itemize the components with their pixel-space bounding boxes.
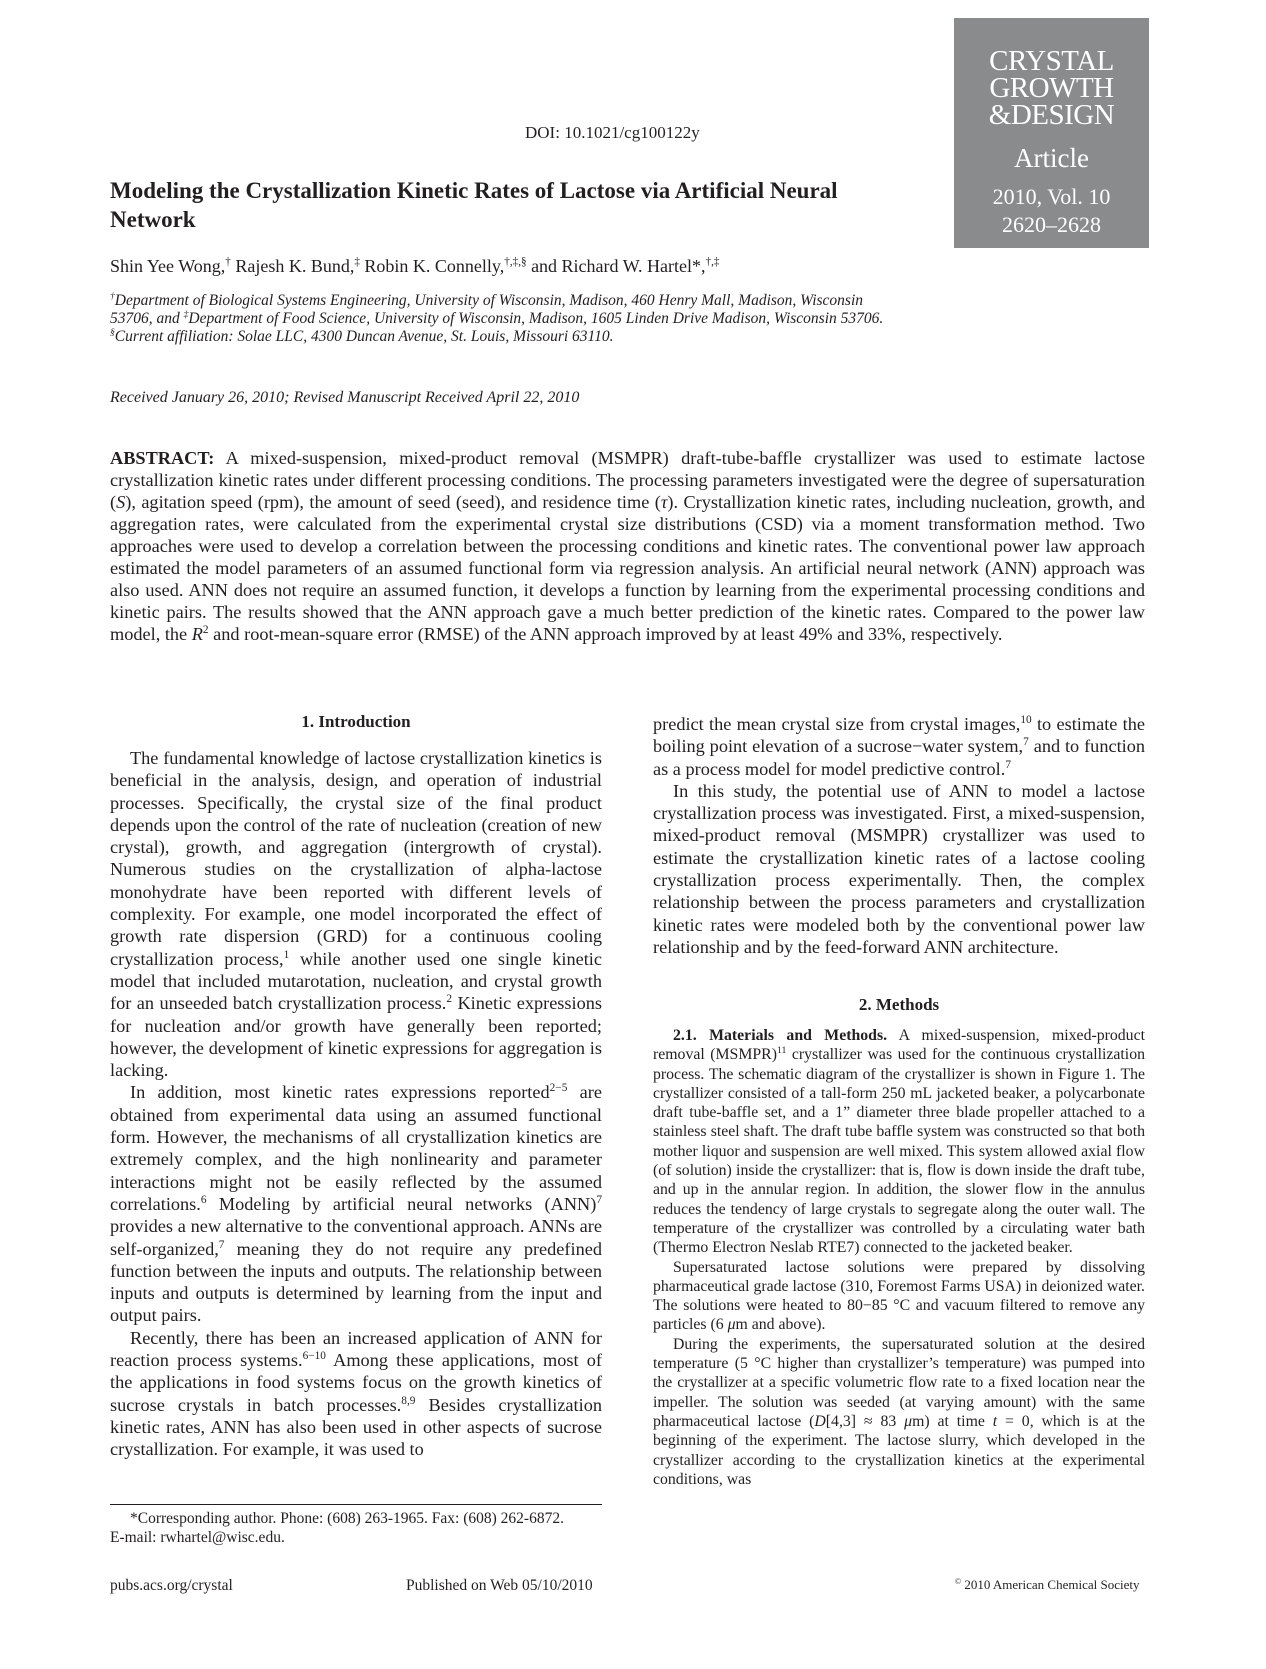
text: [4,3] ≈ 83 <box>825 1412 905 1430</box>
citation: 8,9 <box>401 1394 416 1407</box>
affil-text: Department of Biological Systems Engineering, University of Wisconsin, Madison, 460 Henry Mall, Madison, Wisconsin 53706, and <box>110 292 864 327</box>
symbol: μ <box>727 1316 736 1334</box>
received-dates: Received January 26, 2010; Revised Manuscript Received April 22, 2010 <box>110 389 580 406</box>
paragraph <box>653 1335 1145 1489</box>
copyright-symbol: © <box>955 1577 962 1587</box>
text: Besides crystallization kinetic rates, ANN has also been used in other aspects of sucrose crystallization. For example, it was used to <box>110 1394 602 1460</box>
right-column-methods <box>653 1026 1145 1489</box>
affil-mark: § <box>110 327 115 339</box>
paragraph: In this study, the potential use of ANN to model a lactose crystallization process was investigated. First, a mixed-suspension, mixed-product removal (MSMPR) crystallizer was used to estimate the crystallization kinetic rates of a lactose cooling crystallization process experimentally. Then, the complex relationship between the process parameters and crystallization kinetic rates were modeled both by the conventional power law relationship and by the feed-forward ANN architecture. <box>653 780 1145 957</box>
abstract-symbol: S <box>116 492 126 512</box>
affil-text: Department of Food Science, University of Wisconsin, Madison, 1605 Linden Drive Madison, Wisconsin 53706. <box>188 310 884 327</box>
affil-mark: † <box>110 291 115 303</box>
text: = 0, which is at the beginning of the experiment. The lactose slurry, which developed in the crystallizer according to the crystallization kinetics at the experimental conditions, was <box>653 1412 1145 1488</box>
abstract-text: and root-mean-square error (RMSE) of the ANN approach improved by at least 49% and 33%, respectively. <box>208 624 1003 644</box>
text: m and above). <box>735 1316 826 1334</box>
introduction-heading: 1. Introduction <box>301 712 411 731</box>
brand-line: GROWTH <box>989 72 1114 104</box>
right-column-intro <box>653 713 1145 958</box>
paragraph <box>110 747 602 1081</box>
affiliations <box>110 292 890 346</box>
footnote-rule <box>110 1504 602 1505</box>
citation: 6−10 <box>302 1349 326 1362</box>
paragraph <box>110 1327 602 1461</box>
abstract-text: ), agitation speed (rpm), the amount of seed (seed), and residence time ( <box>125 492 661 512</box>
text: Recently, there has been an increased application of ANN for reaction process systems. <box>110 1327 602 1371</box>
footnote-line: E-mail: rwhartel@wisc.edu. <box>110 1528 285 1546</box>
author-list <box>110 256 719 277</box>
copyright-text: 2010 American Chemical Society <box>961 1577 1140 1592</box>
abstract-symbol: τ <box>660 492 668 512</box>
citation: 11 <box>776 1045 787 1057</box>
text: and to function as a process model for model predictive control. <box>653 736 1146 779</box>
publication-date: Published on Web 05/10/2010 <box>406 1577 593 1594</box>
affil-mark: ‡ <box>183 309 189 321</box>
journal-badge <box>954 18 1149 248</box>
citation: 7 <box>218 1238 225 1251</box>
article-type: Article <box>1014 143 1089 173</box>
paragraph <box>653 713 1145 780</box>
citation: 10 <box>1020 713 1032 726</box>
abstract-text: ). Crystallization kinetic rates, including nucleation, growth, and aggregation rates, were calculated from the experimental crystal size distributions (CSD) via a moment transformation method. Two approaches were used to develop a correlation between the processing conditions and kinetic rates. The conventional power law approach estimated the model parameters of an assumed functional form via regression analysis. An artificial neural network (ANN) approach was also used. ANN does not require an assumed function, it develops a function by learning from the experimental processing conditions and kinetic pairs. The results showed that the ANN approach gave a much better prediction of the kinetic rates. Compared to the power law model, the <box>110 492 1146 644</box>
author-name: Robin K. Connelly, <box>359 256 505 276</box>
volume-info <box>954 183 1149 239</box>
author-mark: ‡ <box>354 256 360 269</box>
author-mark: † <box>225 256 231 269</box>
citation: 2 <box>446 993 453 1006</box>
paragraph <box>653 1258 1145 1335</box>
abstract <box>110 447 1145 645</box>
abstract-superscript: 2 <box>202 623 209 636</box>
author-mark: †,‡,§ <box>504 256 527 269</box>
left-column <box>110 747 602 1461</box>
page-range: 2620–2628 <box>1002 212 1101 237</box>
article-title: Modeling the Crystallization Kinetic Rates of Lactose via Artificial Neural Network <box>110 178 838 232</box>
citation: 2−5 <box>549 1082 568 1095</box>
citation: 7 <box>1005 758 1011 771</box>
copyright <box>955 1577 1139 1593</box>
text: provides a new alternative to the conventional approach. ANNs are self-organized, <box>110 1216 602 1259</box>
volume-year: 2010, Vol. 10 <box>992 184 1111 209</box>
paragraph <box>110 1081 602 1326</box>
text: to estimate the boiling point elevation of a sucrose−water system, <box>653 714 1145 757</box>
symbol: μ <box>904 1412 913 1430</box>
methods-heading: 2. Methods <box>858 995 940 1014</box>
author-name: Rajesh K. Bund, <box>230 256 355 276</box>
footnote-line: *Corresponding author. Phone: (608) 263-1965. Fax: (608) 262-6872. <box>130 1510 564 1527</box>
text: are obtained from experimental data using an assumed functional form. However, the mechanisms of all crystallization kinetics are extremely complex, and the high nonlinearity and parameter interactions might not be easily reflected by the assumed correlations. <box>110 1082 602 1214</box>
author-mark: †,‡ <box>705 256 720 269</box>
doi: DOI: 10.1021/cg100122y <box>525 123 700 142</box>
text: m) at time <box>912 1412 993 1430</box>
text: Supersaturated lactose solutions were prepared by dissolving pharmaceutical grade lactose (310, Foremost Farms USA) in deionized water. The solutions were heated to 80−85 °C and vacuum filtered to remove any particles (6 <box>653 1258 1145 1334</box>
subsection-heading: 2.1. Materials and Methods. <box>673 1027 888 1044</box>
footnote <box>110 1510 602 1547</box>
brand-line: CRYSTAL <box>989 45 1114 77</box>
symbol: t <box>992 1412 998 1430</box>
symbol: D <box>814 1412 826 1430</box>
text: Modeling by artificial neural networks (ANN) <box>206 1193 597 1214</box>
text: The fundamental knowledge of lactose crystallization kinetics is beneficial in the analysis, design, and operation of industrial processes. Specifically, the crystal size of the final product depends upon the control of the rate of nucleation (creation of new crystal), growth, and aggregation (intergrowth of crystal). Numerous studies on the crystallization of alpha-lactose monohydrate have been reported with different levels of complexity. For example, one model incorporated the effect of growth rate dispersion (GRD) for a continuous cooling crystallization process, <box>110 748 602 969</box>
text: predict the mean crystal size from crystal images, <box>653 714 1021 734</box>
text: Kinetic expressions for nucleation and/or growth have generally been reported; however, the development of kinetic expressions for aggregation is lacking. <box>110 993 603 1081</box>
text: while another used one single kinetic model that included mutarotation, nucleation, and crystal growth for an unseeded batch crystallization process. <box>110 948 602 1014</box>
paragraph <box>653 1026 1145 1258</box>
citation: 6 <box>200 1193 207 1206</box>
journal-url[interactable]: pubs.acs.org/crystal <box>110 1577 233 1594</box>
text: During the experiments, the supersaturated solution at the desired temperature (5 °C higher than crystallizer’s temperature) was pumped into the crystallizer at a specific volumetric flow rate to a fixed location near the impeller. The solution was seeded (at varying amount) with the same pharmaceutical lactose ( <box>653 1335 1145 1430</box>
abstract-symbol: R <box>191 624 203 644</box>
author-name: and Richard W. Hartel*, <box>526 256 706 276</box>
author-name: Shin Yee Wong, <box>110 256 226 276</box>
text: In addition, most kinetic rates expressions reported <box>130 1082 550 1103</box>
abstract-text: A mixed-suspension, mixed-product removal (MSMPR) draft-tube-baffle crystallizer was used to estimate lactose crystallization kinetic rates under different processing conditions. The processing parameters investigated were the degree of supersaturation ( <box>110 448 1145 512</box>
text: Among these applications, most of the applications in food systems focus on the growth kinetics of sucrose crystals in batch processes. <box>110 1350 603 1415</box>
brand-line: &DESIGN <box>988 99 1115 131</box>
abstract-label: ABSTRACT: <box>110 448 215 468</box>
text: A mixed-suspension, mixed-product removal (MSMPR) <box>653 1027 1145 1064</box>
text: crystallizer was used for the continuous crystallization process. The schematic diagram of the crystallizer is shown in Figure 1. The crystallizer consisted of a tall-form 250 mL jacketed beaker, a polycarbonate draft tube-baffle set, and a 1” diameter three blade propeller attached to a stainless steel shaft. The draft tube baffle system was constructed so that both mother liquor and suspension are well mixed. This system allowed axial flow (of solution) inside the crystallizer: that is, flow is down inside the draft tube, and up in the annular region. In addition, the slower flow in the annulus reduces the tendency of large crystals to segregate along the outer wall. The temperature of the crystallizer was controlled by a circulating water bath (Thermo Electron Neslab RTE7) connected to the jacketed beaker. <box>653 1046 1145 1257</box>
citation: 7 <box>1023 736 1029 749</box>
affil-text: Current affiliation: Solae LLC, 4300 Duncan Avenue, St. Louis, Missouri 63110. <box>114 328 614 345</box>
citation: 7 <box>596 1193 602 1206</box>
text: meaning they do not require any predefined function between the inputs and outputs. The relationship between inputs and outputs is determined by learning from the input and output pairs. <box>110 1238 602 1326</box>
citation: 1 <box>283 948 290 961</box>
journal-brand <box>954 45 1149 131</box>
